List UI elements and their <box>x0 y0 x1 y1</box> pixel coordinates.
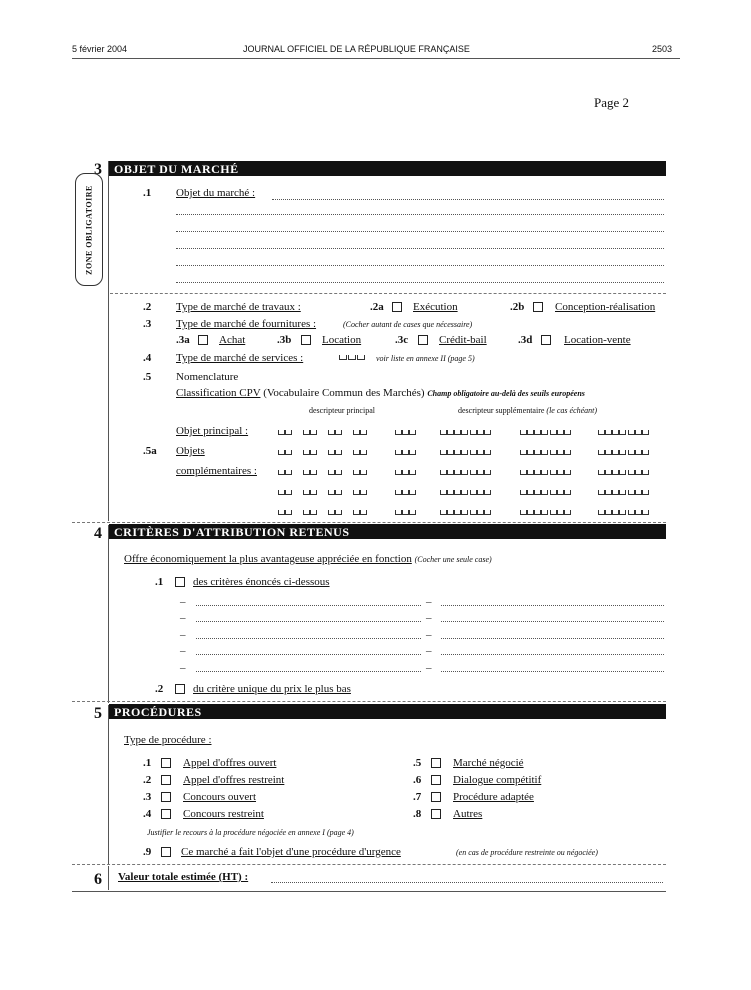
cpv-digit-box[interactable] <box>461 470 468 475</box>
dialogue-competitif-checkbox[interactable] <box>431 775 441 785</box>
cpv-digit-box[interactable] <box>628 470 635 475</box>
dialogue-competitif-label: Dialogue compétitif <box>453 774 542 786</box>
cpv-digit-box[interactable] <box>285 430 292 435</box>
cpv-digit-box[interactable] <box>527 490 534 495</box>
cpv-digit-box[interactable] <box>642 450 649 455</box>
cpv-digit-box[interactable] <box>642 470 649 475</box>
section-6-number: 6 <box>94 871 102 888</box>
appel-offres-restreint-label: Appel d'offres restreint <box>183 774 285 786</box>
cpv-digit-box[interactable] <box>440 490 447 495</box>
divider <box>72 701 666 702</box>
cpv-digit-box[interactable] <box>520 510 527 515</box>
travaux-label: Type de marché de travaux : <box>176 301 301 313</box>
objet-marche-line-2[interactable] <box>176 214 664 215</box>
cpv-digit-box[interactable] <box>484 470 491 475</box>
cpv-digit-box[interactable] <box>477 510 484 515</box>
valeur-totale-label: Valeur totale estimée (HT) : <box>118 871 249 883</box>
desc-principal-heading: descripteur principal <box>309 406 375 415</box>
section-4-left-rule <box>108 525 109 703</box>
cpv-digit-box[interactable] <box>557 450 564 455</box>
cpv-digit-box[interactable] <box>303 450 310 455</box>
services-code-field[interactable] <box>357 355 365 360</box>
autres-checkbox[interactable] <box>431 809 441 819</box>
autres-label: Autres <box>453 808 483 820</box>
criteria-dash: – <box>426 629 432 641</box>
cpv-digit-box[interactable] <box>605 490 612 495</box>
achat-checkbox[interactable] <box>198 335 208 345</box>
cpv-digit-box[interactable] <box>470 490 477 495</box>
divider <box>72 864 666 865</box>
cpv-digit-box[interactable] <box>353 450 360 455</box>
criteria-field[interactable] <box>196 605 421 606</box>
cpv-digit-box[interactable] <box>635 430 642 435</box>
cpv-digit-box[interactable] <box>564 490 571 495</box>
cpv-digit-box[interactable] <box>477 450 484 455</box>
cpv-digit-box[interactable] <box>402 450 409 455</box>
cpv-digit-box[interactable] <box>278 490 285 495</box>
appel-offres-ouvert-label: Appel d'offres ouvert <box>183 757 277 769</box>
cpv-digit-box[interactable] <box>402 510 409 515</box>
cpv-digit-box[interactable] <box>605 450 612 455</box>
cpv-digit-box[interactable] <box>310 510 317 515</box>
cpv-digit-box[interactable] <box>328 490 335 495</box>
cpv-digit-box[interactable] <box>564 470 571 475</box>
criteria-field[interactable] <box>441 671 664 672</box>
bottom-rule <box>72 891 666 892</box>
cpv-digit-box[interactable] <box>605 510 612 515</box>
concours-restreint-label: Concours restreint <box>183 808 264 820</box>
cpv-digit-box[interactable] <box>635 510 642 515</box>
cpv-digit-box[interactable] <box>328 450 335 455</box>
cpv-digit-box[interactable] <box>303 490 310 495</box>
execution-checkbox[interactable] <box>392 302 402 312</box>
item-number: .4 <box>143 352 152 364</box>
conception-checkbox[interactable] <box>533 302 543 312</box>
cpv-digit-box[interactable] <box>541 430 548 435</box>
cpv-digit-box[interactable] <box>402 470 409 475</box>
cpv-digit-box[interactable] <box>409 510 416 515</box>
cpv-digit-box[interactable] <box>335 510 342 515</box>
cpv-digit-box[interactable] <box>598 490 605 495</box>
item-number: .5 <box>413 757 422 769</box>
services-code-field[interactable] <box>339 355 347 360</box>
cpv-digit-box[interactable] <box>310 430 317 435</box>
objet-marche-line-6[interactable] <box>176 282 664 283</box>
item-number: .9 <box>143 846 152 858</box>
criteria-field[interactable] <box>196 638 421 639</box>
cpv-digit-box[interactable] <box>285 490 292 495</box>
cpv-digit-box[interactable] <box>470 470 477 475</box>
cpv-digit-box[interactable] <box>461 510 468 515</box>
fournitures-note: (Cocher autant de cases que nécessaire) <box>343 320 473 329</box>
cpv-digit-box[interactable] <box>541 450 548 455</box>
page-label: Page 2 <box>594 95 630 110</box>
item-number: .6 <box>413 774 422 786</box>
cpv-digit-box[interactable] <box>612 430 619 435</box>
cpv-digit-box[interactable] <box>520 490 527 495</box>
cpv-digit-box[interactable] <box>534 490 541 495</box>
cpv-digit-box[interactable] <box>550 430 557 435</box>
cpv-digit-box[interactable] <box>598 450 605 455</box>
cpv-digit-box[interactable] <box>310 450 317 455</box>
cpv-digit-box[interactable] <box>409 470 416 475</box>
cpv-digit-box[interactable] <box>628 430 635 435</box>
cpv-digit-box[interactable] <box>520 450 527 455</box>
cpv-digit-box[interactable] <box>534 470 541 475</box>
cpv-digit-box[interactable] <box>360 510 367 515</box>
item-number: .3 <box>143 318 152 330</box>
cpv-digit-box[interactable] <box>454 470 461 475</box>
nomenclature-label: Nomenclature <box>176 371 239 383</box>
location-checkbox[interactable] <box>301 335 311 345</box>
cpv-digit-box[interactable] <box>303 430 310 435</box>
cpv-digit-box[interactable] <box>360 470 367 475</box>
cpv-digit-box[interactable] <box>598 430 605 435</box>
cpv-digit-box[interactable] <box>550 470 557 475</box>
cpv-digit-box[interactable] <box>642 430 649 435</box>
cpv-digit-box[interactable] <box>550 510 557 515</box>
cpv-digit-box[interactable] <box>285 510 292 515</box>
cpv-digit-box[interactable] <box>278 430 285 435</box>
achat-label: Achat <box>219 334 246 346</box>
cpv-digit-box[interactable] <box>628 490 635 495</box>
cpv-digit-box[interactable] <box>454 450 461 455</box>
cpv-digit-box[interactable] <box>461 450 468 455</box>
item-number: .1 <box>143 187 152 199</box>
cpv-digit-box[interactable] <box>440 430 447 435</box>
criteria-dash: – <box>180 629 186 641</box>
cpv-digit-box[interactable] <box>550 490 557 495</box>
services-note: voir liste en annexe II (page 5) <box>376 354 475 363</box>
item-number: .5 <box>143 371 152 383</box>
cpv-digit-box[interactable] <box>642 510 649 515</box>
cpv-digit-box[interactable] <box>534 430 541 435</box>
cpv-digit-box[interactable] <box>285 450 292 455</box>
cpv-digit-box[interactable] <box>440 450 447 455</box>
cpv-digit-box[interactable] <box>527 430 534 435</box>
cpv-digit-box[interactable] <box>619 490 626 495</box>
cpv-digit-box[interactable] <box>353 470 360 475</box>
cpv-digit-box[interactable] <box>612 510 619 515</box>
cpv-digit-box[interactable] <box>642 490 649 495</box>
cpv-digit-box[interactable] <box>527 510 534 515</box>
cpv-digit-box[interactable] <box>447 510 454 515</box>
critere-unique-label: du critère unique du prix le plus bas <box>193 683 351 695</box>
cpv-digit-box[interactable] <box>402 430 409 435</box>
criteres-label: des critères énoncés ci-dessous <box>193 576 330 588</box>
marche-negocie-checkbox[interactable] <box>431 758 441 768</box>
cpv-digit-box[interactable] <box>353 510 360 515</box>
criteria-field[interactable] <box>196 654 421 655</box>
procedure-adaptee-label: Procédure adaptée <box>453 791 534 803</box>
item-number: .7 <box>413 791 422 803</box>
cpv-digit-box[interactable] <box>360 430 367 435</box>
item-number: .3d <box>518 334 533 346</box>
cpv-digit-box[interactable] <box>557 510 564 515</box>
objet-marche-line-4[interactable] <box>176 248 664 249</box>
criteria-dash: – <box>180 612 186 624</box>
cpv-digit-box[interactable] <box>619 430 626 435</box>
cpv-digit-box[interactable] <box>605 430 612 435</box>
item-number: .2 <box>143 301 152 313</box>
objet-principal-label: Objet principal : <box>176 425 249 437</box>
divider <box>72 522 666 523</box>
cpv-digit-box[interactable] <box>598 470 605 475</box>
cpv-digit-box[interactable] <box>557 430 564 435</box>
cpv-digit-box[interactable] <box>310 490 317 495</box>
cpv-digit-box[interactable] <box>564 450 571 455</box>
cpv-digit-box[interactable] <box>541 470 548 475</box>
cpv-digit-box[interactable] <box>635 490 642 495</box>
cpv-digit-box[interactable] <box>527 450 534 455</box>
cpv-digit-box[interactable] <box>360 450 367 455</box>
execution-label: Exécution <box>413 301 458 313</box>
cpv-digit-box[interactable] <box>278 470 285 475</box>
section-5-number: 5 <box>94 705 102 722</box>
cpv-digit-box[interactable] <box>484 450 491 455</box>
cpv-digit-box[interactable] <box>353 430 360 435</box>
cpv-digit-box[interactable] <box>484 510 491 515</box>
section-3-title: OBJET DU MARCHÉ <box>114 162 239 176</box>
cpv-digit-box[interactable] <box>409 490 416 495</box>
valeur-totale-field[interactable] <box>271 882 663 883</box>
section-4-number: 4 <box>94 525 102 542</box>
criteria-field[interactable] <box>196 671 421 672</box>
cpv-digit-box[interactable] <box>447 430 454 435</box>
item-number: .2 <box>143 774 152 786</box>
cpv-digit-box[interactable] <box>635 470 642 475</box>
services-label: Type de marché de services : <box>176 352 304 364</box>
objet-marche-line-5[interactable] <box>176 265 664 266</box>
criteres-checkbox[interactable] <box>175 577 185 587</box>
cpv-digit-box[interactable] <box>278 450 285 455</box>
cpv-digit-box[interactable] <box>328 470 335 475</box>
cpv-digit-box[interactable] <box>310 470 317 475</box>
item-number: .1 <box>155 576 164 588</box>
cpv-digit-box[interactable] <box>447 490 454 495</box>
header-rule <box>72 58 680 59</box>
services-code-field[interactable] <box>348 355 356 360</box>
cpv-digit-box[interactable] <box>447 450 454 455</box>
cpv-digit-box[interactable] <box>484 430 491 435</box>
section-4-title: CRITÈRES D'ATTRIBUTION RETENUS <box>114 525 350 539</box>
cpv-digit-box[interactable] <box>402 490 409 495</box>
cpv-digit-box[interactable] <box>619 470 626 475</box>
item-number: .8 <box>413 808 422 820</box>
section-3-number: 3 <box>94 161 102 178</box>
criteria-dash: – <box>426 612 432 624</box>
cpv-digit-box[interactable] <box>470 450 477 455</box>
criteria-dash: – <box>426 645 432 657</box>
cpv-digit-box[interactable] <box>360 490 367 495</box>
cpv-digit-box[interactable] <box>395 450 402 455</box>
cpv-digit-box[interactable] <box>303 470 310 475</box>
cpv-digit-box[interactable] <box>440 470 447 475</box>
cpv-digit-box[interactable] <box>520 430 527 435</box>
location-vente-label: Location-vente <box>564 334 631 346</box>
cpv-digit-box[interactable] <box>612 450 619 455</box>
cpv-digit-box[interactable] <box>619 450 626 455</box>
cpv-digit-box[interactable] <box>395 510 402 515</box>
cpv-digit-box[interactable] <box>278 510 285 515</box>
cpv-digit-box[interactable] <box>470 430 477 435</box>
divider <box>110 293 666 294</box>
cpv-digit-box[interactable] <box>477 470 484 475</box>
cpv-digit-box[interactable] <box>557 490 564 495</box>
criteria-field[interactable] <box>441 621 664 622</box>
criteria-dash: – <box>180 662 186 674</box>
zone-obligatoire-label: ZONE OBLIGATOIRE <box>75 173 103 286</box>
cpv-line: Classification CPV (Vocabulaire Commun des Marchés) Champ obligatoire au-delà des seuils européens <box>176 387 585 399</box>
item-number: .2 <box>155 683 164 695</box>
cpv-digit-box[interactable] <box>454 430 461 435</box>
criteria-dash: – <box>426 662 432 674</box>
cpv-digit-box[interactable] <box>461 430 468 435</box>
cpv-digit-box[interactable] <box>605 470 612 475</box>
concours-ouvert-label: Concours ouvert <box>183 791 257 803</box>
header-page-number: 2503 <box>652 44 673 54</box>
cpv-digit-box[interactable] <box>335 450 342 455</box>
urgence-checkbox[interactable] <box>161 847 171 857</box>
cpv-digit-box[interactable] <box>440 510 447 515</box>
credit-bail-label: Crédit-bail <box>439 334 487 346</box>
item-number: .1 <box>143 757 152 769</box>
cpv-digit-box[interactable] <box>550 450 557 455</box>
item-number: .3c <box>395 334 409 346</box>
credit-bail-checkbox[interactable] <box>418 335 428 345</box>
cpv-digit-box[interactable] <box>635 450 642 455</box>
cpv-digit-box[interactable] <box>612 490 619 495</box>
type-procedure-label: Type de procédure : <box>124 734 212 746</box>
header-date: 5 février 2004 <box>72 44 128 54</box>
section-5-title: PROCÉDURES <box>114 705 202 719</box>
item-number: .2b <box>510 301 525 313</box>
cpv-digit-box[interactable] <box>454 490 461 495</box>
cpv-digit-box[interactable] <box>477 490 484 495</box>
objet-marche-label: Objet du marché : <box>176 187 256 199</box>
cpv-digit-box[interactable] <box>541 510 548 515</box>
cpv-digit-box[interactable] <box>353 490 360 495</box>
item-number: .3a <box>176 334 190 346</box>
objet-marche-line-3[interactable] <box>176 231 664 232</box>
cpv-digit-box[interactable] <box>335 470 342 475</box>
criteria-field[interactable] <box>441 605 664 606</box>
cpv-digit-box[interactable] <box>470 510 477 515</box>
section-6-left-rule <box>108 866 109 890</box>
complementaires-label: complémentaires : <box>176 465 257 477</box>
cpv-digit-box[interactable] <box>534 510 541 515</box>
cpv-digit-box[interactable] <box>395 490 402 495</box>
objets-label: Objets <box>176 445 205 457</box>
item-number: .3b <box>277 334 292 346</box>
criteria-dash: – <box>180 645 186 657</box>
criteria-field[interactable] <box>196 621 421 622</box>
section-5-left-rule <box>108 705 109 865</box>
cpv-digit-box[interactable] <box>328 430 335 435</box>
cpv-digit-box[interactable] <box>598 510 605 515</box>
cpv-digit-box[interactable] <box>461 490 468 495</box>
concours-restreint-checkbox[interactable] <box>161 809 171 819</box>
justifier-note: Justifier le recours à la procédure négociée en annexe I (page 4) <box>147 828 354 837</box>
section-3-left-rule <box>108 161 109 521</box>
cpv-digit-box[interactable] <box>454 510 461 515</box>
cpv-digit-box[interactable] <box>409 450 416 455</box>
cpv-digit-box[interactable] <box>484 490 491 495</box>
appel-offres-restreint-checkbox[interactable] <box>161 775 171 785</box>
marche-negocie-label: Marché négocié <box>453 757 524 769</box>
cpv-digit-box[interactable] <box>447 470 454 475</box>
item-number: .5a <box>143 445 157 457</box>
cpv-digit-box[interactable] <box>527 470 534 475</box>
location-label: Location <box>322 334 362 346</box>
offre-line: Offre économiquement la plus avantageuse appréciée en fonction (Cocher une seule case) <box>124 553 492 565</box>
conception-label: Conception-réalisation <box>555 301 656 313</box>
location-vente-checkbox[interactable] <box>541 335 551 345</box>
cpv-digit-box[interactable] <box>534 450 541 455</box>
criteria-dash: – <box>426 596 432 608</box>
item-number: .4 <box>143 808 152 820</box>
header-journal: JOURNAL OFFICIEL DE LA RÉPUBLIQUE FRANÇAISE <box>243 44 470 54</box>
cpv-digit-box[interactable] <box>564 510 571 515</box>
cpv-digit-box[interactable] <box>395 470 402 475</box>
cpv-digit-box[interactable] <box>520 470 527 475</box>
cpv-digit-box[interactable] <box>619 510 626 515</box>
cpv-digit-box[interactable] <box>335 430 342 435</box>
cpv-digit-box[interactable] <box>628 510 635 515</box>
cpv-digit-box[interactable] <box>335 490 342 495</box>
criteria-field[interactable] <box>441 654 664 655</box>
cpv-digit-box[interactable] <box>285 470 292 475</box>
cpv-digit-box[interactable] <box>328 510 335 515</box>
appel-offres-ouvert-checkbox[interactable] <box>161 758 171 768</box>
criteria-field[interactable] <box>441 638 664 639</box>
cpv-digit-box[interactable] <box>628 450 635 455</box>
item-number: .3 <box>143 791 152 803</box>
critere-unique-checkbox[interactable] <box>175 684 185 694</box>
fournitures-label: Type de marché de fournitures : <box>176 318 317 330</box>
cpv-digit-box[interactable] <box>564 430 571 435</box>
criteria-dash: – <box>180 596 186 608</box>
cpv-digit-box[interactable] <box>541 490 548 495</box>
cpv-digit-box[interactable] <box>409 430 416 435</box>
concours-ouvert-checkbox[interactable] <box>161 792 171 802</box>
objet-marche-field[interactable] <box>272 199 664 200</box>
cpv-digit-box[interactable] <box>303 510 310 515</box>
cpv-digit-box[interactable] <box>612 470 619 475</box>
cpv-digit-box[interactable] <box>557 470 564 475</box>
urgence-label: Ce marché a fait l'objet d'une procédure d'urgence <box>181 846 401 858</box>
cpv-digit-box[interactable] <box>477 430 484 435</box>
cpv-digit-box[interactable] <box>395 430 402 435</box>
urgence-note: (en cas de procédure restreinte ou négociée) <box>456 848 598 857</box>
item-number: .2a <box>370 301 384 313</box>
procedure-adaptee-checkbox[interactable] <box>431 792 441 802</box>
desc-supp-heading: descripteur supplémentaire (le cas échéant) <box>458 406 598 415</box>
